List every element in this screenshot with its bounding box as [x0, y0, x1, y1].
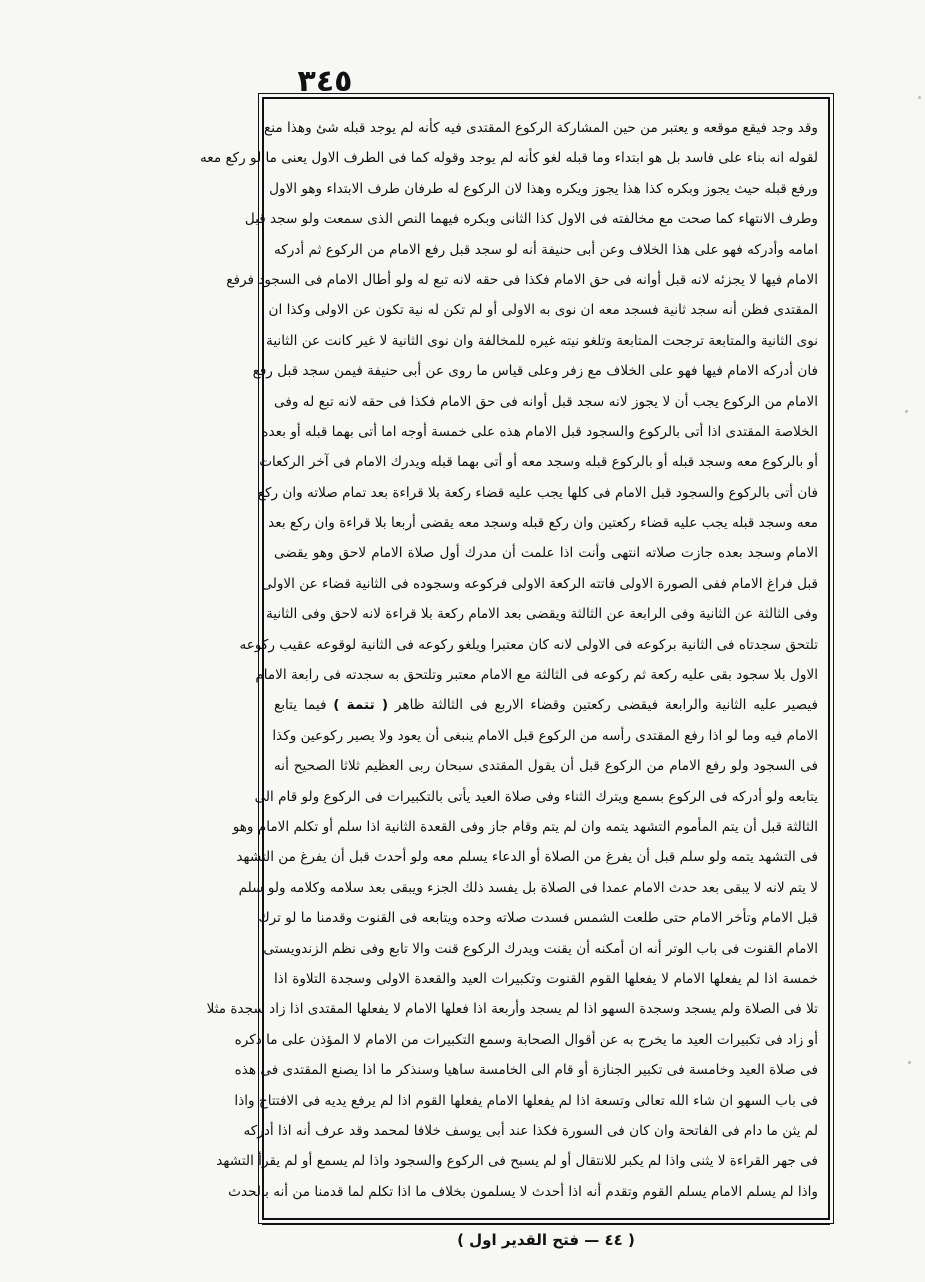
footer-label: ( ٤٤ — فتح القدير اول )	[457, 1231, 635, 1249]
text-line	[274, 690, 818, 720]
text-line: أو زاد فى تكبيرات العيد ما يخرج به عن أقوال الصحابة وسمع التكبيرات من الامام لا المؤذن على ما ذكره	[234, 1031, 818, 1048]
text-line: الخلاصة المقتدى اذا أتى بالركوع والسجود قبل الامام هذه على خمسة أوجه اما أتى بهما قبله أو بعده	[261, 423, 818, 440]
text-line: وقد وجد فيقع موقعه و يعتبر من حين المشاركة الركوع المقتدى فيه كأنه لم يوجد قبله شئ وهذا منع	[264, 120, 818, 136]
text-line: ورفع قبله حيث يجوز وبكره كذا هذا يجوز ويكره وهذا لان الركوع له طرفان طرف الابتداء وهو الاول	[269, 180, 818, 197]
text-line: لا يتم لانه لا يبقى بعد حدث الامام عمدا فى الصلاة بل يفسد ذلك الجزء ويبقى بعد سلامه وكلامه ولو سلم	[238, 879, 818, 896]
text-line: الامام وسجد بعده جازت صلاته انتهى وأنت اذا علمت أن مدرك أول صلاة الامام لاحق وهو يقضى	[274, 545, 818, 562]
text-line: فى جهر القراءة لا يثنى واذا لم يكبر للانتقال أو لم يسبح فى الركوع والسجود واذا لم يسمع أو لم يقرأ التشهد	[216, 1153, 818, 1170]
text-line: الامام من الركوع يجب أن لا يجوز لانه سجد قبل أوانه فى حق الامام فكذا فى حقه لانه تبع له وفى	[274, 393, 818, 410]
text-line: الامام فيه وما لو اذا رفع المقتدى رأسه من الركوع قبل الامام ينبغى أن يعود ولا يصير ركوعين وكذا	[272, 727, 818, 744]
margin-dot	[905, 410, 908, 413]
text-line: لم يثن ما دام فى الفاتحة وان كان فى السورة فكذا عند أبى يوسف خلافا لمحمد وقد عرف أنه اذا أدركه	[243, 1122, 818, 1139]
text-line: يتابعه ولو أدركه فى الركوع بسمع ويترك الثناء وفى صلاة العيد يأتى بالتكبيرات فى الركوع ولو قام الى	[254, 788, 818, 805]
text-line: خمسة اذا لم يفعلها الامام لا يفعلها القوم القنوت وتكبيرات العيد والقعدة الاولى وسجدة التلاوة اذا	[274, 970, 818, 987]
text-line: فى السجود ولو رفع الامام من الركوع قبل أن يقول المقتدى سبحان ربى العظيم ثلاثا الصحيح أنه	[274, 758, 818, 775]
text-line-segment: فيصير عليه الثانية والرابعة فيقضى ركعتين وقضاء الاربع فى الثالثة ظاهر	[388, 697, 818, 714]
text-line: الامام فيها لا يجزئه لانه قبل أوانه فى حق الامام فكذا فى حقه لانه تبع له ولو أطال الامام فى السجود فرفع	[226, 271, 818, 288]
text-line: تلا فى الصلاة ولم يسجد وسجدة السهو اذا لم يسجد وأربعة اذا فعلها الامام لا يفعلها المقتدى اذا زاد سجدة مثلا	[206, 1001, 818, 1018]
text-line: امامه وأدركه فهو على هذا الخلاف وعن أبى حنيفة أنه لو سجد قبل رفع الامام من الركوع ثم أدركه	[274, 241, 818, 258]
section-term: ( تتمة )	[333, 697, 389, 714]
text-line: واذا لم يسلم الامام يسلم القوم وتقدم أنه اذا أحدث لا يسلمون بخلاف ما اذا تكلم لما قدمنا من أنه بالحدث	[228, 1183, 818, 1200]
text-line: فى صلاة العيد وخامسة فى تكبير الجنازة أو قام الى الخامسة ساهيا وسنذكر ما اذا يصنع المقتدى فى هذه	[234, 1062, 818, 1079]
text-line: الاول بلا سجود بقى عليه ركعة ثم ركوعه فى الثالثة مع الامام معتبر وتلتحق به سجدته فى رابعة الامام	[255, 667, 818, 684]
text-line: نوى الثانية والمتابعة ترجحت المتابعة وتلغو نيته غيره للمخالفة وان نوى الثانية لا غير كانت عن الثانية	[266, 332, 818, 349]
margin-dot	[908, 1061, 911, 1064]
text-line: معه وسجد قبله يجب عليه قضاء ركعتين وان ركع قبله وسجد معه يقضى أربعا بلا قراءة وان ركع بعد	[268, 515, 818, 532]
text-frame	[200, 97, 830, 1220]
text-line: فى باب السهو ان شاء الله تعالى وتسعة اذا لم يفعلها الامام يفعلها القوم اذا لم يرفع يديه فى الافتتاح واذا	[234, 1092, 818, 1109]
text-line: فان أتى بالركوع والسجود قبل الامام فى كلها يجب عليه قضاء ركعة بلا قراءة بعد تمام صلاته وان ركع	[257, 484, 818, 501]
text-line: فان أدركه الامام فيها فهو على الخلاف مع زفر وعلى قياس ما روى عن أبى حنيفة فيمن سجد قبل رفع	[252, 363, 818, 380]
text-line: الثالثة قبل أن يتم المأموم التشهد يتمه وان لم يتم وقام جاز وفى القعدة الثانية اذا سلم أو تكلم الامام وهو	[232, 818, 818, 835]
footer-band	[262, 1224, 830, 1252]
text-line: قبل فراغ الامام ففى الصورة الاولى فاتته الركعة الاولى فركوعه وسجوده فى الثانية قضاء عن الاولى	[261, 575, 818, 592]
text-line: المقتدى فظن أنه سجد ثانية فسجد معه ان نوى به الاولى أو لم تكن له نية تكون عن الاولى وكذا ان	[268, 302, 818, 319]
text-line-segment: فيما يتابع	[274, 697, 334, 714]
text-line: قبل الامام وتأخر الامام حتى طلعت الشمس فسدت صلاته وحده ويتابعه فى القنوت وقدمنا ما لو ترك	[258, 910, 818, 927]
text-line: وفى الثالثة عن الثانية وفى الرابعة عن الثالثة ويقضى بعد الامام ركعة بلا قراءة لانه لاحق وفى الثانية	[265, 606, 818, 623]
text-line: فى التشهد يتمه ولو سلم قبل أن يفرغ من الصلاة أو الدعاء يسلم معه ولو أحدث قبل أن يفرغ من التشهد	[236, 849, 818, 866]
margin-dot	[918, 96, 921, 99]
text-line: أو بالركوع معه وسجد قبله أو بالركوع قبله وسجد معه أو أتى بهما قبله ويدرك الامام فى آخر الركعات	[259, 454, 818, 471]
text-line: وطرف الانتهاء كما صحت مع مخالفته فى الاول كذا الثانى وبكره فيهما النص الذى سمعت ولو سجد قبل	[244, 211, 818, 228]
text-line: تلتحق سجدتاه فى الثانية بركوعه فى الاولى لانه كان معتبرا ويلغو ركوعه فى الثانية لوقوعه عقيب ركوعه	[239, 636, 818, 653]
body-lines	[200, 113, 818, 1207]
page-number: ٣٤٥	[297, 64, 353, 99]
text-line: لقوله انه بناء على فاسد بل هو ابتداء وما قبله لغو كأنه لم يوجد وقوله كما فى الطرف الاول يعنى ما لو ركع معه	[200, 150, 818, 167]
text-line: الامام القنوت فى باب الوتر أنه ان أمكنه أن يقنت ويدرك الركوع قنت والا تابع وفى نظم الزندويستى	[263, 940, 818, 957]
